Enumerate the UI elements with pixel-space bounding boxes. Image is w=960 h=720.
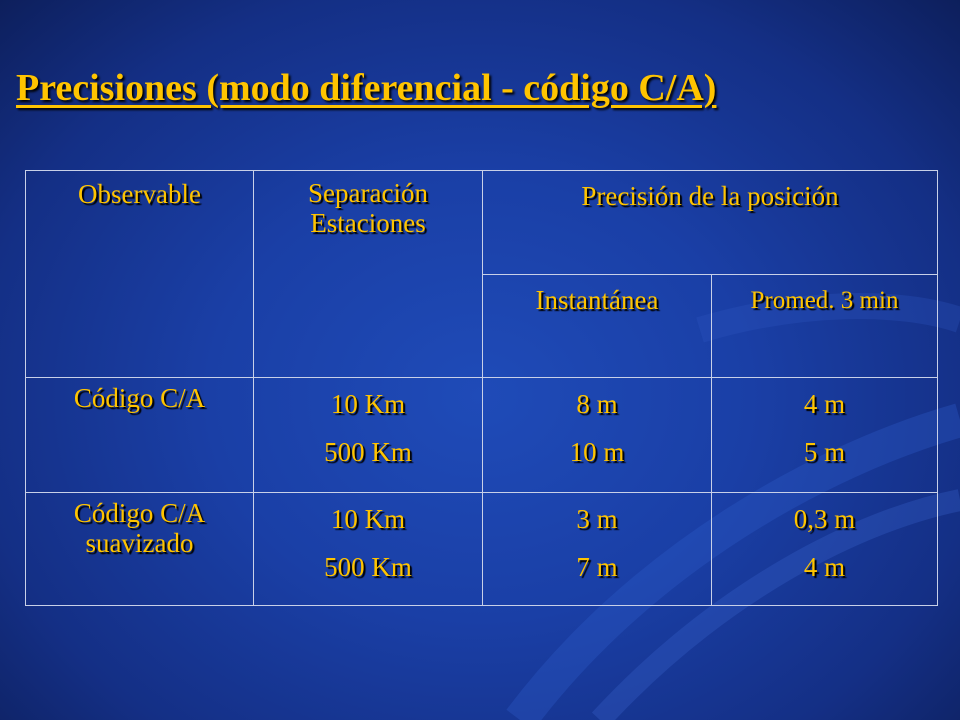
header-precision-label: Precisión de la posición bbox=[581, 181, 839, 211]
promed-value: 5 m bbox=[803, 437, 846, 467]
row-observable bbox=[26, 493, 254, 606]
instantanea-value: 8 m bbox=[576, 389, 618, 419]
slide-title: Precisiones (modo diferencial - código C/A) bbox=[16, 67, 717, 109]
header-instantanea bbox=[483, 275, 712, 378]
header-row bbox=[26, 171, 938, 275]
separacion-value: 500 Km bbox=[324, 437, 412, 467]
row-promed bbox=[712, 493, 938, 606]
row-separacion bbox=[254, 378, 483, 493]
row-observable bbox=[26, 378, 254, 493]
table-row bbox=[26, 493, 938, 606]
row-instantanea bbox=[483, 378, 712, 493]
row-promed bbox=[712, 378, 938, 493]
header-precision bbox=[483, 171, 938, 275]
promed-value: 0,3 m bbox=[793, 504, 856, 534]
precision-table bbox=[25, 170, 938, 606]
header-observable-label: Observable bbox=[78, 179, 201, 209]
promed-value: 4 m bbox=[803, 552, 846, 582]
separacion-value: 10 Km bbox=[330, 389, 406, 419]
header-separacion bbox=[254, 171, 483, 378]
instantanea-value: 7 m bbox=[576, 552, 618, 582]
promed-value: 4 m bbox=[803, 389, 846, 419]
instantanea-value: 10 m bbox=[569, 437, 625, 467]
header-promed bbox=[712, 275, 938, 378]
header-observable bbox=[26, 171, 254, 378]
header-separacion-line1: Separación bbox=[308, 178, 428, 208]
header-separacion-line2: Estaciones bbox=[310, 207, 426, 238]
separacion-value: 10 Km bbox=[330, 504, 406, 534]
instantanea-value: 3 m bbox=[576, 504, 618, 534]
table-row bbox=[26, 378, 938, 493]
row-observable-line2: suavizado bbox=[85, 527, 194, 558]
row-separacion bbox=[254, 493, 483, 606]
header-promed-label: Promed. 3 min bbox=[750, 287, 899, 314]
header-instantanea-label: Instantánea bbox=[535, 285, 659, 315]
row-observable-line1: Código C/A bbox=[73, 383, 206, 413]
row-observable-line1: Código C/A bbox=[73, 498, 206, 528]
row-instantanea bbox=[483, 493, 712, 606]
separacion-value: 500 Km bbox=[324, 552, 412, 582]
